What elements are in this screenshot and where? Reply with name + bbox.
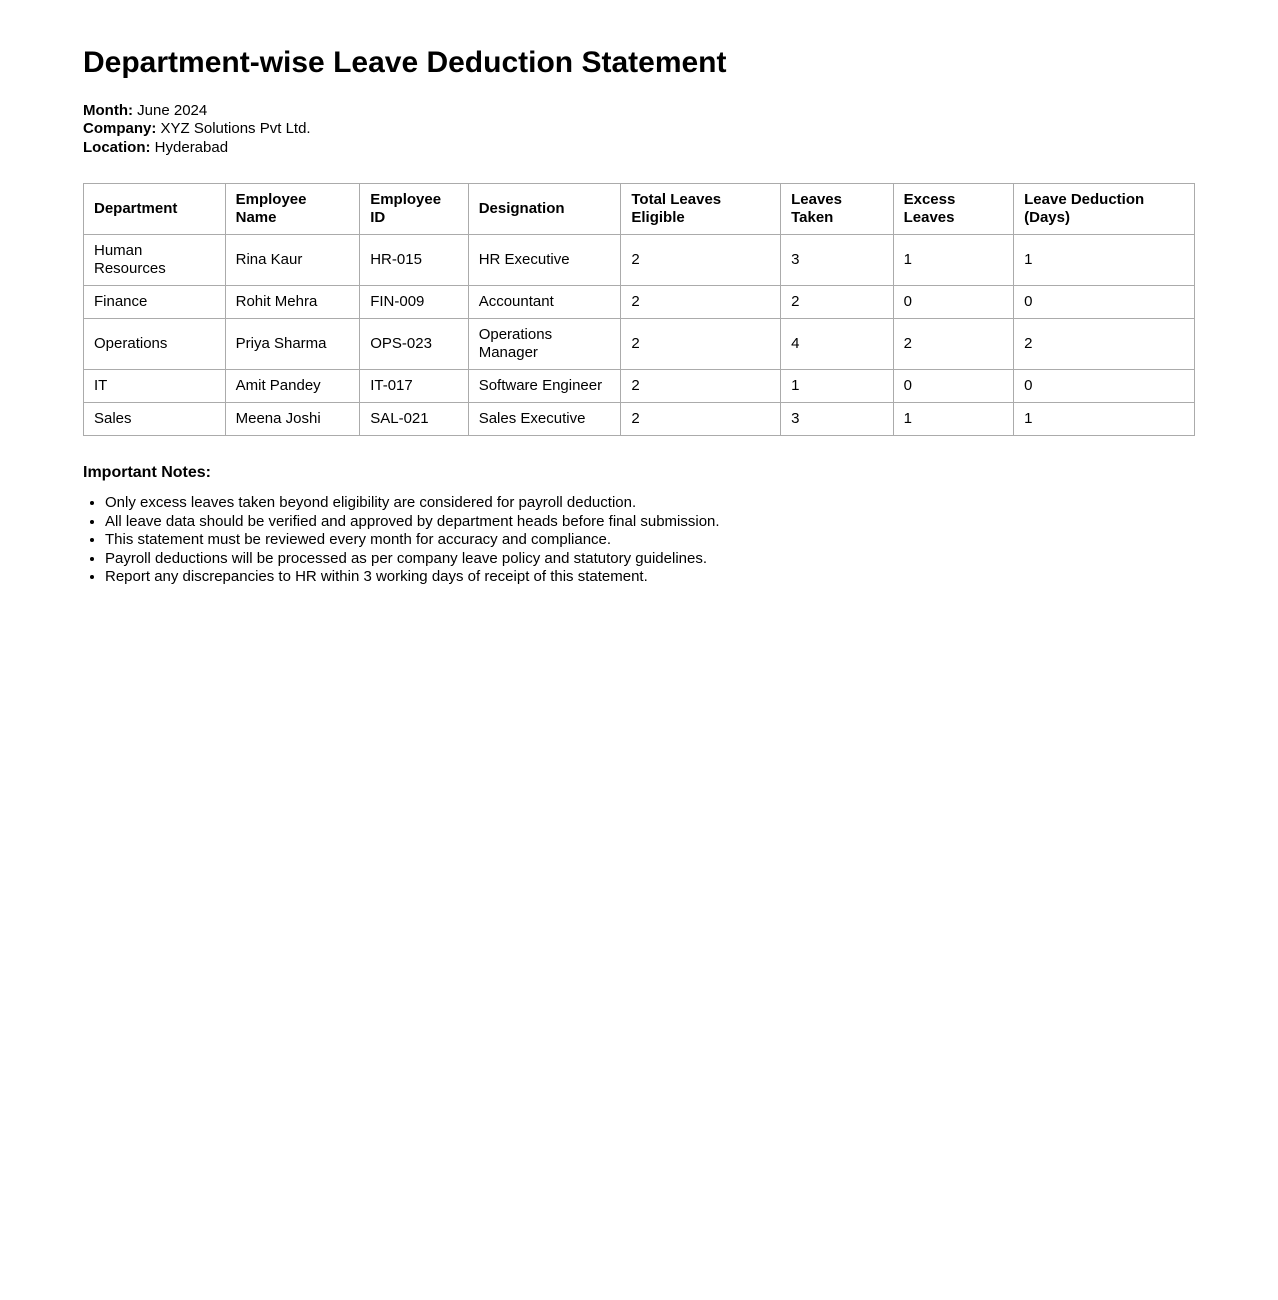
cell-department: IT: [84, 370, 226, 403]
cell-leaves-taken: 4: [781, 319, 894, 370]
cell-department: Sales: [84, 403, 226, 436]
table-row: [84, 286, 1195, 319]
cell-employee-id: HR-015: [360, 235, 468, 286]
cell-excess-leaves: 1: [893, 403, 1014, 436]
table-row: [84, 319, 1195, 370]
cell-leave-deduction-days: 0: [1014, 286, 1195, 319]
cell-leave-deduction-days: 0: [1014, 370, 1195, 403]
cell-excess-leaves: 1: [893, 235, 1014, 286]
note-item: • Only excess leaves taken beyond eligibility are considered for payroll deduction.: [105, 494, 1195, 513]
meta-location: [83, 139, 1195, 158]
cell-department: Human Resources: [84, 235, 226, 286]
cell-leaves-taken: 3: [781, 403, 894, 436]
meta-month-value: June 2024: [137, 101, 208, 119]
cell-employee-id: IT-017: [360, 370, 468, 403]
column-header-total-leaves-eligible: Total Leaves Eligible: [621, 184, 781, 235]
cell-total-leaves-eligible: 2: [621, 235, 781, 286]
meta-company-label: Company:: [83, 120, 157, 137]
cell-designation: HR Executive: [468, 235, 621, 286]
cell-employee-id: OPS-023: [360, 319, 468, 370]
cell-total-leaves-eligible: 2: [621, 403, 781, 436]
cell-employee-name: Meena Joshi: [225, 403, 360, 436]
table-row: [84, 370, 1195, 403]
cell-designation: Sales Executive: [468, 403, 621, 436]
note-item: • Report any discrepancies to HR within 3 working days of receipt of this statement.: [105, 568, 1195, 587]
cell-total-leaves-eligible: 2: [621, 370, 781, 403]
important-notes-list: [83, 494, 1195, 587]
cell-designation: Software Engineer: [468, 370, 621, 403]
column-header-employee-id: Employee ID: [360, 184, 468, 235]
cell-employee-id: SAL-021: [360, 403, 468, 436]
column-header-department: Department: [84, 184, 226, 235]
cell-department: Operations: [84, 319, 226, 370]
cell-employee-name: Amit Pandey: [225, 370, 360, 403]
cell-leaves-taken: 3: [781, 235, 894, 286]
cell-employee-name: Priya Sharma: [225, 319, 360, 370]
cell-total-leaves-eligible: 2: [621, 286, 781, 319]
meta-month: [83, 102, 1195, 121]
cell-leave-deduction-days: 1: [1014, 403, 1195, 436]
cell-leave-deduction-days: 2: [1014, 319, 1195, 370]
leave-deduction-table: [83, 183, 1195, 436]
page-title: Department-wise Leave Deduction Statement: [83, 46, 727, 79]
meta-company-value: XYZ Solutions Pvt Ltd.: [160, 120, 311, 137]
cell-department: Finance: [84, 286, 226, 319]
cell-employee-id: FIN-009: [360, 286, 468, 319]
important-notes-heading: Important Notes:: [83, 464, 211, 481]
cell-excess-leaves: 0: [893, 370, 1014, 403]
note-item: • All leave data should be verified and approved by department heads before final submission.: [105, 513, 1195, 532]
note-item: • Payroll deductions will be processed as per company leave policy and statutory guidelines.: [105, 550, 1195, 569]
column-header-leave-deduction-days: Leave Deduction (Days): [1014, 184, 1195, 235]
cell-designation: Accountant: [468, 286, 621, 319]
cell-designation: Operations Manager: [468, 319, 621, 370]
cell-leave-deduction-days: 1: [1014, 235, 1195, 286]
meta-location-value: Hyderabad: [154, 138, 229, 156]
cell-leaves-taken: 1: [781, 370, 894, 403]
cell-excess-leaves: 2: [893, 319, 1014, 370]
table-row: [84, 403, 1195, 436]
meta-location-label: Location:: [83, 138, 151, 156]
column-header-employee-name: Employee Name: [225, 184, 360, 235]
cell-excess-leaves: 0: [893, 286, 1014, 319]
cell-total-leaves-eligible: 2: [621, 319, 781, 370]
meta-month-label: Month:: [83, 101, 133, 119]
meta-company: [83, 120, 1195, 139]
table-row: [84, 235, 1195, 286]
cell-leaves-taken: 2: [781, 286, 894, 319]
cell-employee-name: Rina Kaur: [225, 235, 360, 286]
cell-employee-name: Rohit Mehra: [225, 286, 360, 319]
table-header-row: [84, 184, 1195, 235]
column-header-designation: Designation: [468, 184, 621, 235]
statement-meta: [83, 102, 1195, 158]
column-header-leaves-taken: Leaves Taken: [781, 184, 894, 235]
note-item: • This statement must be reviewed every month for accuracy and compliance.: [105, 531, 1195, 550]
column-header-excess-leaves: Excess Leaves: [893, 184, 1014, 235]
